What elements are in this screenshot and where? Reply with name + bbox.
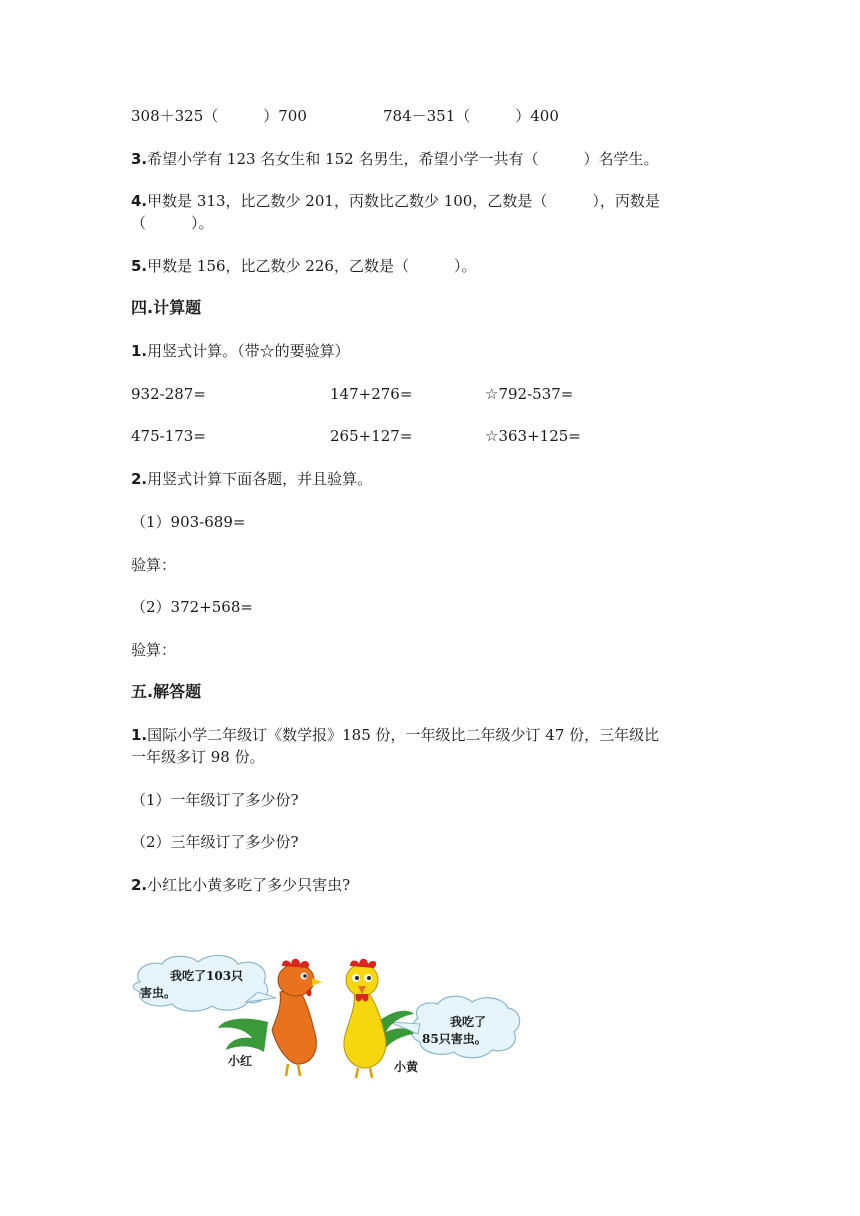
question-text: 小红比小黄多吃了多少只害虫? (147, 876, 351, 894)
check-label: 验算： (131, 556, 177, 574)
calc-cell: ☆792-537= (485, 385, 574, 403)
question-number: 2. (131, 470, 148, 488)
bubble-line: 我吃了 (450, 1015, 487, 1029)
s4-question-1 (131, 341, 350, 361)
question-text: 甲数是 156，比乙数少 226，乙数是（ ）。 (147, 257, 477, 275)
left-rooster-name: 小红 (228, 1054, 253, 1068)
question-text: 国际小学二年级订《数学报》185 份，一年级比二年级少订 47 份，三年级比 (147, 726, 660, 744)
section-heading-4: 四.计算题 (131, 298, 202, 317)
question-4-line2: （ ）。 (131, 214, 214, 232)
calc-cell: 147+276= (330, 385, 413, 403)
question-text: 用竖式计算下面各题，并且验算。 (147, 470, 373, 488)
question-number: 4. (131, 192, 148, 210)
question-4-line1 (131, 191, 660, 211)
right-rooster-name: 小黄 (394, 1060, 419, 1074)
s4q2-item-1: （1）903-689= (131, 513, 246, 531)
check-label: 验算： (131, 641, 177, 659)
s5q1-sub-2: （2）三年级订了多少份? (131, 833, 299, 851)
question-text: 用竖式计算。（带☆的要验算） (147, 342, 350, 360)
question-number: 1. (131, 726, 148, 744)
calc-cell: 265+127= (330, 427, 413, 445)
s5q1-sub-1: （1）一年级订了多少份? (131, 791, 299, 809)
question-number: 5. (131, 257, 148, 275)
left-bubble-text (140, 968, 244, 1002)
question-number: 2. (131, 876, 148, 894)
question-text: 甲数是 313，比乙数少 201，丙数比乙数少 100，乙数是（ ），丙数是 (147, 192, 660, 210)
calc-cell: 475-173= (131, 427, 206, 445)
s5-question-2 (131, 875, 350, 895)
question-number: 1. (131, 342, 148, 360)
right-bubble-text (422, 1014, 487, 1048)
rooster-illustration (128, 952, 528, 1080)
question-text: 希望小学有 123 名女生和 152 名男生，希望小学一共有（ ）名学生。 (147, 150, 659, 168)
bubble-line: 85只害虫。 (422, 1032, 487, 1046)
s5-question-1-line2: 一年级多订 98 份。 (131, 748, 265, 766)
question-3 (131, 149, 658, 169)
bubble-line: 我吃了103只 (170, 969, 244, 983)
calc-cell: 932-287= (131, 385, 206, 403)
section-heading-5: 五.解答题 (131, 682, 202, 701)
s5-question-1-line1 (131, 725, 659, 745)
s4q2-item-2: （2）372+568= (131, 598, 253, 616)
q2-row-left: 308＋325（ ）700 (131, 107, 307, 125)
bubble-line: 害虫。 (140, 986, 177, 1000)
calc-cell: ☆363+125= (485, 427, 581, 445)
question-number: 3. (131, 150, 148, 168)
question-5 (131, 256, 476, 276)
q2-row-right: 784－351（ ）400 (383, 107, 559, 125)
s4-question-2 (131, 469, 372, 489)
